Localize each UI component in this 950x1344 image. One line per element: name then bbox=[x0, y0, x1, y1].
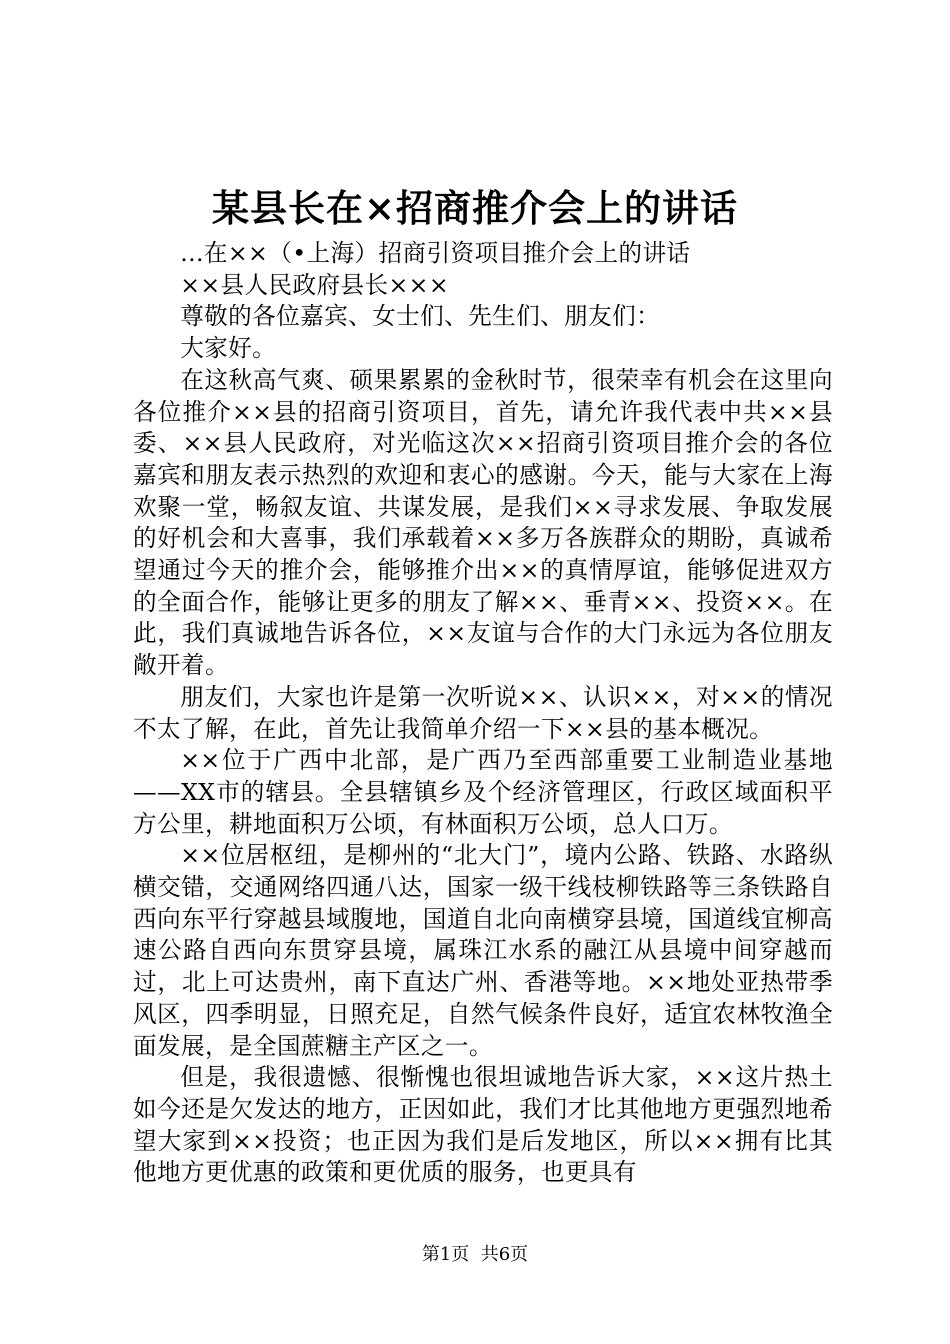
salutation-line: 尊敬的各位嘉宾、女士们、先生们、朋友们： bbox=[180, 302, 661, 331]
body-paragraph: 在这秋高气爽、硕果累累的金秋时节，很荣幸有机会在这里向各位推介××县的招商引资项目，首先，请允许我代表中共××县委、××县人民政府，对光临这次××招商引资项目推介会的各位嘉宾和朋友表示热烈的欢迎和衷心的感谢。今天，能与大家在上海欢聚一堂，畅叙友谊、共谋发展，是我们××寻求发展、争取发展的好机会和大喜事，我们承载着××多万各族群众的期盼，真诚希望通过今天的推介会，能够推介出××的真情厚谊，能够促进双方的全面合作，能够让更多的朋友了解××、垂青××、投资××。在此，我们真诚地告诉各位，××友谊与合作的大门永远为各位朋友敞开着。 bbox=[133, 365, 833, 680]
page-footer bbox=[0, 1244, 950, 1266]
page-number: 第1页 bbox=[421, 1244, 470, 1265]
speaker-line: ××县人民政府县长××× bbox=[180, 270, 449, 299]
document-body bbox=[133, 238, 833, 1189]
page-total: 共6页 bbox=[480, 1244, 529, 1265]
greeting-line: 大家好。 bbox=[180, 334, 277, 363]
body-paragraph: 但是，我很遗憾、很惭愧也很坦诚地告诉大家，××这片热土如今还是欠发达的地方，正因如此，我们才比其他地方更强烈地希望大家到××投资；也正因为我们是后发地区，所以××拥有比其他地方更优惠的政策和更优质的服务，也更具有 bbox=[133, 1063, 833, 1187]
body-paragraph: 朋友们，大家也许是第一次听说××、认识××，对××的情况不太了解，在此，首先让我简单介绍一下××县的基本概况。 bbox=[133, 682, 833, 743]
subtitle-line: ...在××（•上海）招商引资项目推介会上的讲话 bbox=[180, 239, 691, 267]
body-paragraph: ××位居枢纽，是柳州的“北大门”，境内公路、铁路、水路纵横交错，交通网络四通八达，国家一级干线枝柳铁路等三条铁路自西向东平行穿越县域腹地，国道自北向南横穿县境，国道线宜柳高速公路自西向东贯穿县境，属珠江水系的融江从县境中间穿越而过，北上可达贵州，南下直达广州、香港等地。××地处亚热带季风区，四季明显，日照充足，自然气候条件良好，适宜农林牧渔全面发展，是全国蔗糖主产区之一。 bbox=[133, 841, 833, 1060]
document-title: 某县长在×招商推介会上的讲话 bbox=[211, 186, 738, 230]
body-paragraph: ××位于广西中北部，是广西乃至西部重要工业制造业基地——XX市的辖县。全县辖镇乡及个经济管理区，行政区域面积平方公里，耕地面积万公顷，有林面积万公顷，总人口万。 bbox=[133, 746, 833, 838]
